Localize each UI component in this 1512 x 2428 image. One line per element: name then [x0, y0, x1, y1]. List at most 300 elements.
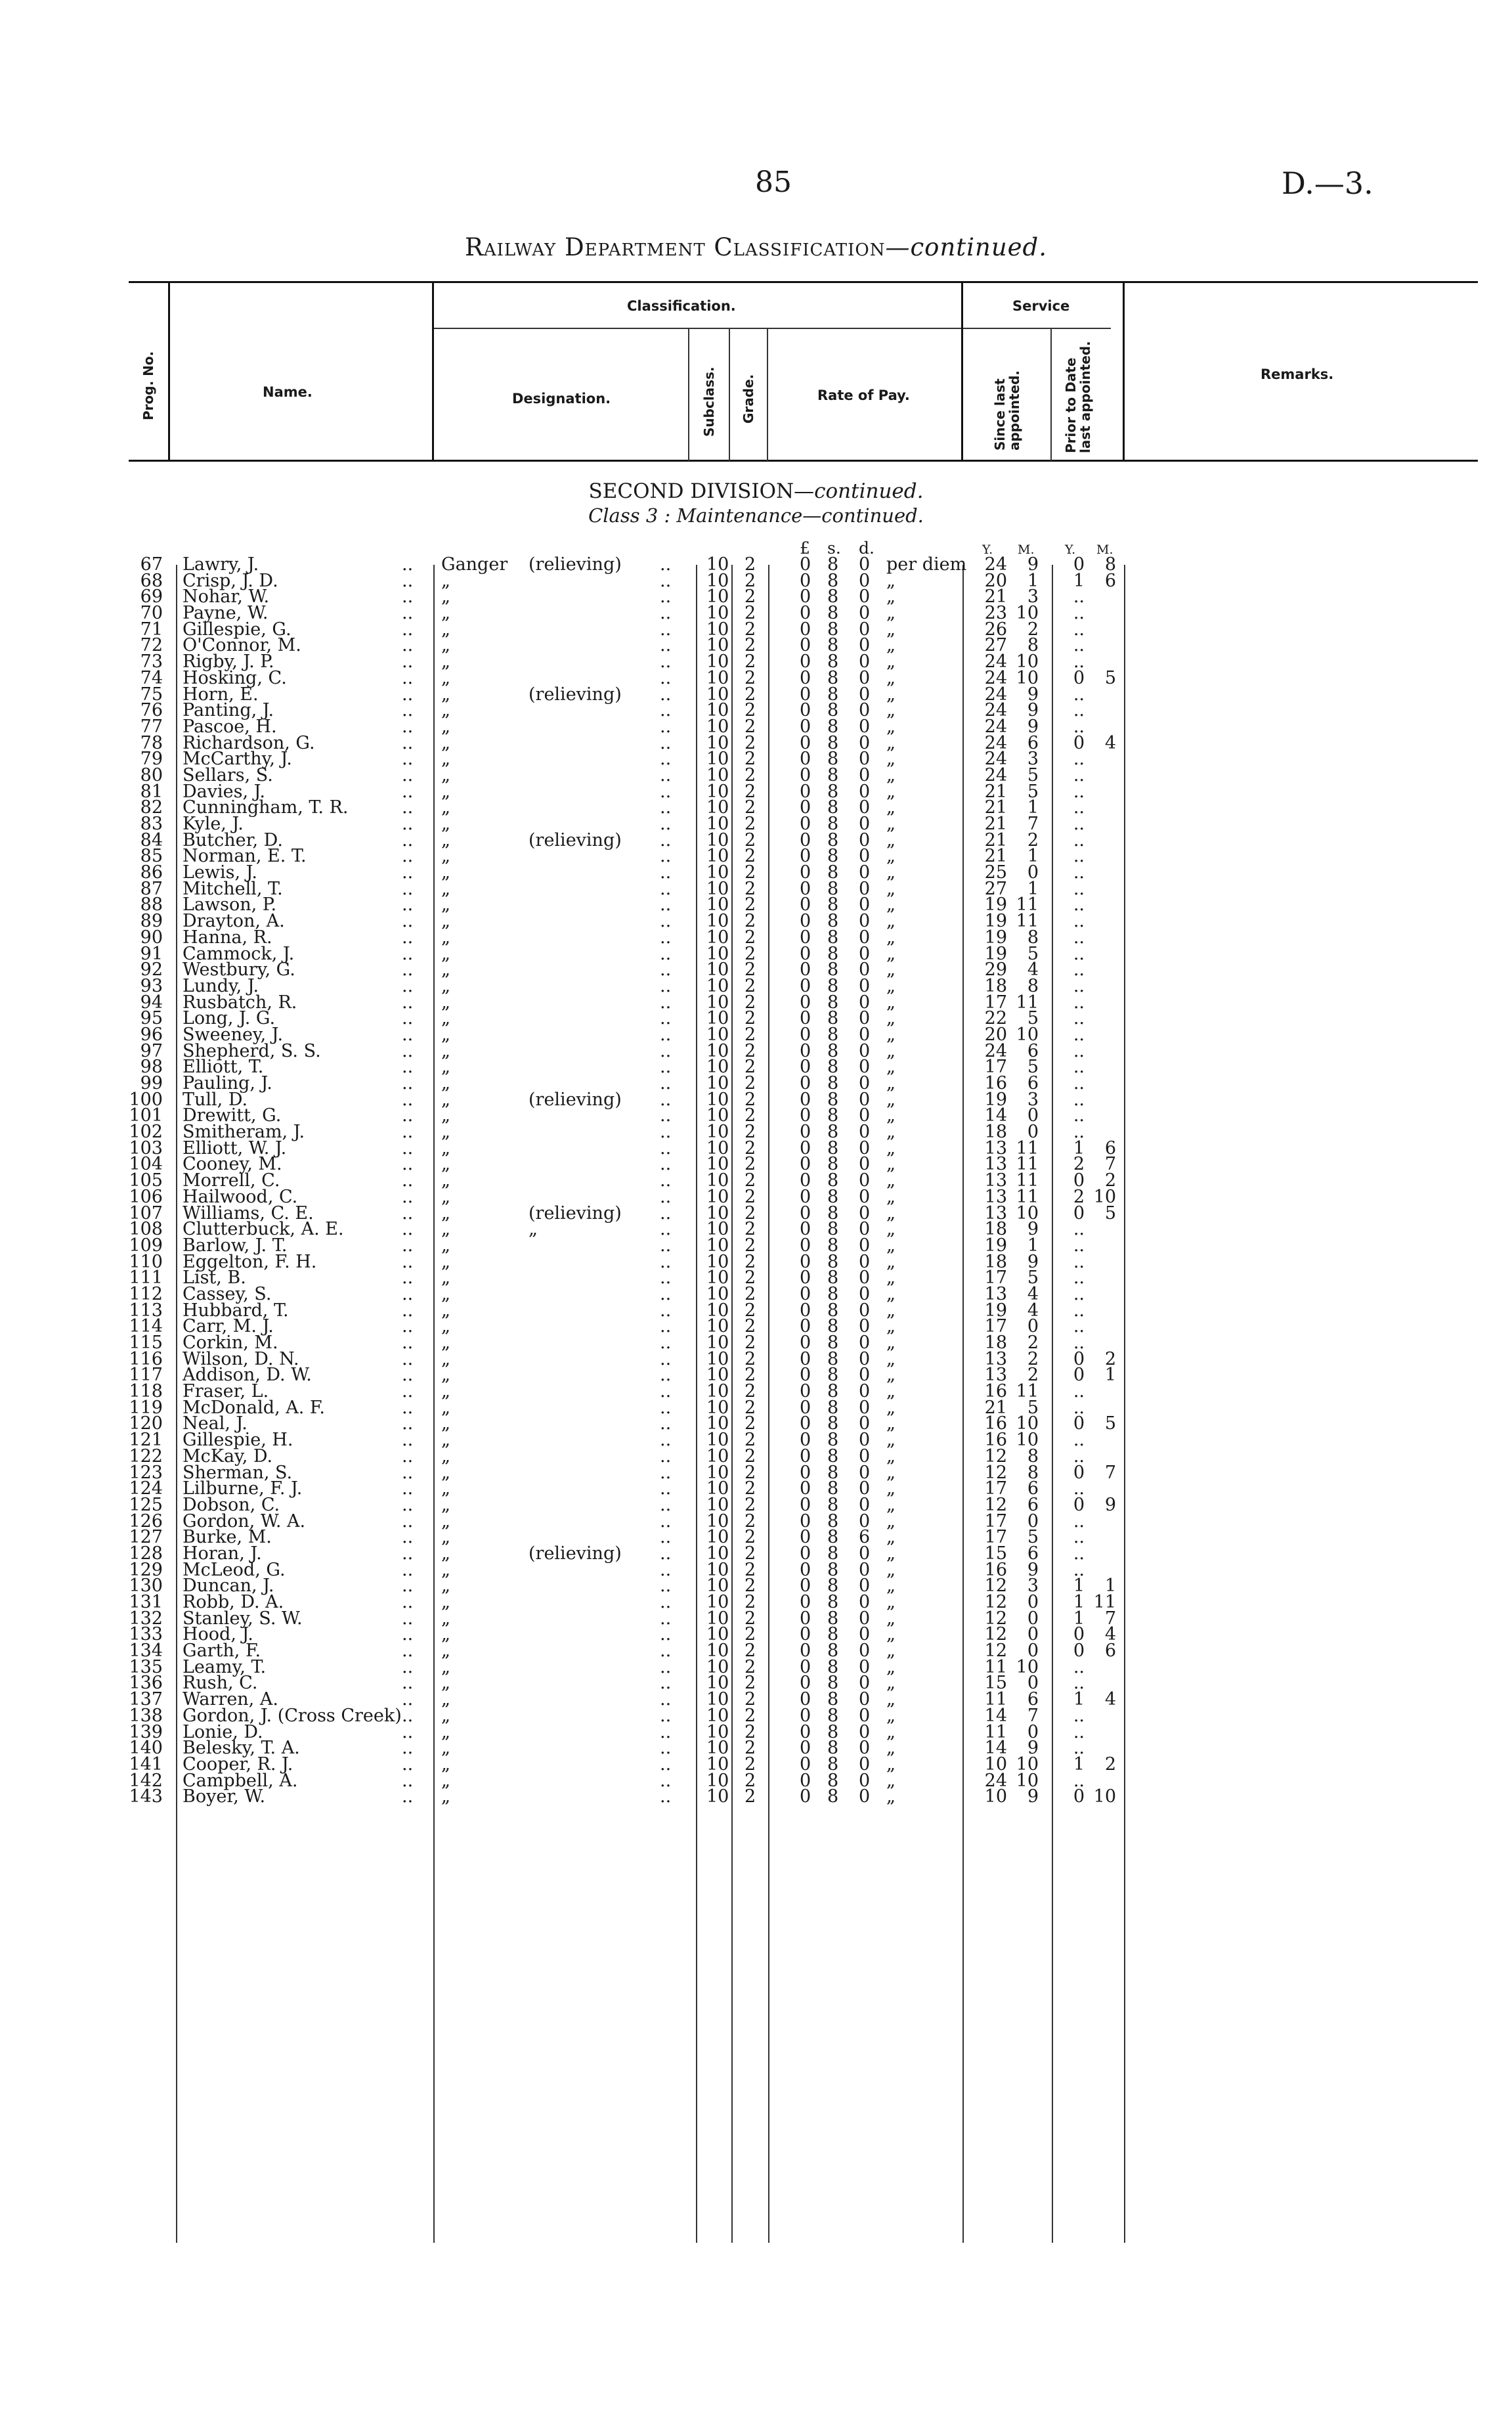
- row-pounds: 0: [800, 960, 811, 981]
- leader-dots: ..: [660, 1300, 672, 1321]
- row-number: 81: [140, 781, 163, 802]
- row-pence: 0: [859, 1770, 871, 1791]
- row-prior-years: 1: [1073, 1592, 1085, 1612]
- row-pence: 0: [859, 1057, 871, 1078]
- row-since-years: 22: [984, 1008, 1007, 1029]
- row-pounds: 0: [800, 814, 811, 834]
- header-name: Name.: [263, 384, 313, 400]
- row-number: 72: [140, 635, 163, 656]
- row-name: Sellars, S.: [183, 764, 273, 785]
- row-since-months: 9: [1027, 554, 1039, 575]
- row-number: 130: [129, 1576, 163, 1597]
- row-designation: „: [441, 1786, 450, 1807]
- row-designation: „: [441, 1186, 450, 1207]
- row-since-months: 11: [1016, 1154, 1039, 1175]
- row-shillings: 8: [827, 1430, 839, 1451]
- row-designation: „: [441, 814, 450, 834]
- row-subclass: 10: [706, 862, 729, 883]
- leader-dots: ..: [402, 667, 414, 688]
- row-name: Lawson, P.: [183, 894, 277, 916]
- row-designation: „: [441, 1203, 450, 1224]
- row-per: „: [886, 1462, 896, 1483]
- row-grade: 2: [745, 1008, 756, 1029]
- row-since-months: 7: [1027, 1705, 1039, 1726]
- row-number: 114: [129, 1316, 163, 1337]
- leader-dots: ..: [660, 1478, 672, 1499]
- row-pence: 0: [859, 1446, 871, 1467]
- unit-shillings: s.: [827, 539, 841, 558]
- row-number: 110: [129, 1251, 163, 1272]
- row-shillings: 8: [827, 619, 839, 640]
- row-pence: 0: [859, 1397, 871, 1418]
- row-per: „: [886, 1365, 896, 1386]
- row-shillings: 8: [827, 1024, 839, 1045]
- leader-dots: ..: [660, 1576, 672, 1597]
- row-pounds: 0: [800, 700, 811, 721]
- row-prior-years: ..: [1073, 1105, 1085, 1126]
- row-designation: „: [441, 651, 450, 673]
- row-pence: 0: [859, 684, 871, 705]
- row-name: Elliott, W. J.: [183, 1137, 287, 1159]
- row-prior-years: 0: [1073, 667, 1085, 688]
- row-shillings: 8: [827, 1576, 839, 1597]
- unit-years-prior: Y.: [1065, 542, 1076, 557]
- row-pence: 0: [859, 829, 871, 850]
- row-pounds: 0: [800, 1543, 811, 1564]
- row-prior-years: ..: [1073, 635, 1085, 656]
- row-name: Williams, C. E.: [183, 1203, 314, 1224]
- row-subclass: 10: [706, 1203, 729, 1224]
- row-since-months: 5: [1027, 1397, 1039, 1418]
- row-designation: „: [441, 716, 450, 737]
- row-per: „: [886, 829, 896, 850]
- row-pence: 0: [859, 1576, 871, 1597]
- row-prior-years: ..: [1073, 1673, 1085, 1694]
- row-since-months: 6: [1027, 732, 1039, 753]
- row-prior-years: 1: [1073, 1689, 1085, 1710]
- row-subclass: 10: [706, 1024, 729, 1045]
- leader-dots: ..: [660, 1705, 672, 1726]
- row-prior-years: ..: [1073, 1316, 1085, 1337]
- row-subclass: 10: [706, 1527, 729, 1548]
- row-shillings: 8: [827, 1283, 839, 1304]
- row-pounds: 0: [800, 1073, 811, 1093]
- row-since-months: 8: [1027, 1446, 1039, 1467]
- row-designation: „: [441, 1494, 450, 1515]
- row-pence: 0: [859, 943, 871, 964]
- unit-years-since: Y.: [982, 542, 993, 557]
- row-number: 124: [129, 1478, 163, 1499]
- leader-dots: ..: [660, 684, 672, 705]
- row-grade: 2: [745, 894, 756, 916]
- row-since-months: 3: [1027, 1576, 1039, 1597]
- row-since-months: 6: [1027, 1073, 1039, 1093]
- row-prior-years: ..: [1073, 814, 1085, 834]
- row-since-years: 21: [984, 586, 1007, 607]
- leader-dots: ..: [660, 619, 672, 640]
- row-grade: 2: [745, 1105, 756, 1126]
- header-service: Service: [1012, 298, 1070, 314]
- row-pounds: 0: [800, 1770, 811, 1791]
- row-name: Hubbard, T.: [183, 1300, 289, 1321]
- row-prior-years: ..: [1073, 1656, 1085, 1677]
- row-grade: 2: [745, 878, 756, 899]
- row-grade: 2: [745, 1721, 756, 1742]
- row-subclass: 10: [706, 749, 729, 770]
- row-number: 94: [140, 992, 163, 1013]
- row-subclass: 10: [706, 1235, 729, 1256]
- leader-dots: ..: [660, 1608, 672, 1629]
- leader-dots: ..: [402, 1333, 414, 1353]
- row-name: Duncan, J.: [183, 1576, 274, 1597]
- leader-dots: ..: [402, 1462, 414, 1483]
- row-subclass: 10: [706, 1397, 729, 1418]
- row-grade: 2: [745, 1430, 756, 1451]
- leader-dots: ..: [660, 1040, 672, 1061]
- row-grade: 2: [745, 684, 756, 705]
- row-subclass: 10: [706, 1219, 729, 1240]
- row-designation: „: [441, 1316, 450, 1337]
- leader-dots: ..: [402, 1154, 414, 1175]
- row-shillings: 8: [827, 1543, 839, 1564]
- row-per: „: [886, 1186, 896, 1207]
- row-prior-years: ..: [1073, 1446, 1085, 1467]
- row-designation-note: (relieving): [529, 684, 622, 705]
- row-number: 71: [140, 619, 163, 640]
- row-since-years: 20: [984, 570, 1007, 591]
- row-name: Butcher, D.: [183, 829, 283, 850]
- row-since-years: 12: [984, 1592, 1007, 1612]
- row-since-months: 4: [1027, 1283, 1039, 1304]
- row-number: 142: [129, 1770, 163, 1791]
- row-per: „: [886, 992, 896, 1013]
- leader-dots: ..: [660, 1024, 672, 1045]
- header-prog-no: Prog. No.: [140, 351, 156, 420]
- row-grade: 2: [745, 1462, 756, 1483]
- row-subclass: 10: [706, 635, 729, 656]
- row-per: „: [886, 1219, 896, 1240]
- row-pence: 0: [859, 1203, 871, 1224]
- row-subclass: 10: [706, 732, 729, 753]
- row-pounds: 0: [800, 1527, 811, 1548]
- row-pence: 0: [859, 1137, 871, 1159]
- row-shillings: 8: [827, 1122, 839, 1143]
- row-designation: „: [441, 797, 450, 818]
- row-pounds: 0: [800, 1040, 811, 1061]
- row-subclass: 10: [706, 960, 729, 981]
- row-per: „: [886, 1511, 896, 1532]
- row-pounds: 0: [800, 1397, 811, 1418]
- row-name: Drewitt, G.: [183, 1105, 282, 1126]
- row-pence: 0: [859, 1673, 871, 1694]
- leader-dots: ..: [402, 635, 414, 656]
- staff-table: [0, 554, 1512, 1807]
- row-since-years: 24: [984, 651, 1007, 673]
- row-since-months: 0: [1027, 1511, 1039, 1532]
- row-number: 97: [140, 1040, 163, 1061]
- row-pounds: 0: [800, 1559, 811, 1580]
- header-divider: [1050, 328, 1052, 461]
- row-since-years: 24: [984, 764, 1007, 785]
- row-name: Eggelton, F. H.: [183, 1251, 317, 1272]
- row-number: 123: [129, 1462, 163, 1483]
- row-subclass: 10: [706, 1105, 729, 1126]
- row-grade: 2: [745, 1268, 756, 1289]
- row-since-years: 23: [984, 603, 1007, 624]
- row-pence: 0: [859, 1251, 871, 1272]
- leader-dots: ..: [660, 781, 672, 802]
- row-shillings: 8: [827, 911, 839, 932]
- row-shillings: 8: [827, 1413, 839, 1434]
- row-name: Elliott, T.: [183, 1057, 264, 1078]
- row-designation: „: [441, 1446, 450, 1467]
- leader-dots: ..: [660, 1754, 672, 1775]
- row-name: Lonie, D.: [183, 1721, 263, 1742]
- leader-dots: ..: [402, 570, 414, 591]
- row-grade: 2: [745, 829, 756, 850]
- row-number: 118: [129, 1381, 163, 1402]
- row-name: Mitchell, T.: [183, 878, 283, 899]
- row-grade: 2: [745, 554, 756, 575]
- row-prior-months: 9: [1104, 1494, 1116, 1515]
- row-pence: 6: [859, 1527, 871, 1548]
- row-number: 82: [140, 797, 163, 818]
- row-grade: 2: [745, 1154, 756, 1175]
- row-since-months: 10: [1016, 1203, 1039, 1224]
- row-subclass: 10: [706, 1462, 729, 1483]
- row-prior-years: 0: [1073, 1641, 1085, 1662]
- row-subclass: 10: [706, 554, 729, 575]
- row-since-months: 11: [1016, 894, 1039, 916]
- leader-dots: ..: [402, 1365, 414, 1386]
- row-pence: 0: [859, 1624, 871, 1645]
- row-shillings: 8: [827, 1624, 839, 1645]
- row-pounds: 0: [800, 1283, 811, 1304]
- leader-dots: ..: [660, 1786, 672, 1807]
- leader-dots: ..: [660, 1251, 672, 1272]
- row-per: „: [886, 749, 896, 770]
- row-prior-years: ..: [1073, 829, 1085, 850]
- row-since-years: 11: [984, 1656, 1007, 1677]
- header-divider: [961, 281, 963, 461]
- row-subclass: 10: [706, 975, 729, 996]
- leader-dots: ..: [402, 1137, 414, 1159]
- leader-dots: ..: [660, 1689, 672, 1710]
- row-prior-years: ..: [1073, 1300, 1085, 1321]
- row-pounds: 0: [800, 1462, 811, 1483]
- row-subclass: 10: [706, 1186, 729, 1207]
- row-pounds: 0: [800, 894, 811, 916]
- row-pounds: 0: [800, 1268, 811, 1289]
- leader-dots: ..: [660, 992, 672, 1013]
- row-name: Pascoe, H.: [183, 716, 277, 737]
- row-number: 136: [129, 1673, 163, 1694]
- row-designation: „: [441, 586, 450, 607]
- row-number: 74: [140, 667, 163, 688]
- row-name: Lilburne, F. J.: [183, 1478, 303, 1499]
- row-shillings: 8: [827, 749, 839, 770]
- leader-dots: ..: [402, 1073, 414, 1093]
- row-since-months: 9: [1027, 684, 1039, 705]
- leader-dots: ..: [660, 1089, 672, 1110]
- row-since-months: 9: [1027, 1738, 1039, 1759]
- row-prior-years: ..: [1073, 1559, 1085, 1580]
- header-designation: Designation.: [512, 391, 611, 407]
- row-name: Horn, E.: [183, 684, 259, 705]
- row-per: „: [886, 1689, 896, 1710]
- row-since-months: 6: [1027, 1040, 1039, 1061]
- leader-dots: ..: [660, 943, 672, 964]
- row-since-months: 2: [1027, 829, 1039, 850]
- leader-dots: ..: [402, 1770, 414, 1791]
- leader-dots: ..: [660, 1154, 672, 1175]
- leader-dots: ..: [402, 1543, 414, 1564]
- row-grade: 2: [745, 716, 756, 737]
- row-designation: „: [441, 1154, 450, 1175]
- row-since-months: 0: [1027, 1641, 1039, 1662]
- row-name: Cassey, S.: [183, 1283, 272, 1304]
- row-since-months: 8: [1027, 635, 1039, 656]
- row-designation: „: [441, 829, 450, 850]
- leader-dots: ..: [402, 749, 414, 770]
- row-since-years: 18: [984, 1219, 1007, 1240]
- row-pounds: 0: [800, 1024, 811, 1045]
- row-name: Stanley, S. W.: [183, 1608, 303, 1629]
- row-pence: 0: [859, 1413, 871, 1434]
- row-shillings: 8: [827, 1770, 839, 1791]
- row-pence: 0: [859, 1656, 871, 1677]
- row-designation: „: [441, 1381, 450, 1402]
- row-since-months: 5: [1027, 1057, 1039, 1078]
- row-pence: 0: [859, 975, 871, 996]
- leader-dots: ..: [660, 1413, 672, 1434]
- row-prior-months: 7: [1104, 1154, 1116, 1175]
- row-since-years: 13: [984, 1348, 1007, 1369]
- row-shillings: 8: [827, 1348, 839, 1369]
- row-subclass: 10: [706, 1543, 729, 1564]
- leader-dots: ..: [402, 1527, 414, 1548]
- page-title: [0, 233, 1512, 261]
- row-subclass: 10: [706, 1300, 729, 1321]
- row-prior-years: ..: [1073, 1721, 1085, 1742]
- row-grade: 2: [745, 1624, 756, 1645]
- row-shillings: 8: [827, 927, 839, 948]
- row-number: 143: [129, 1786, 163, 1807]
- leader-dots: ..: [660, 1381, 672, 1402]
- row-since-years: 12: [984, 1608, 1007, 1629]
- row-grade: 2: [745, 1770, 756, 1791]
- row-prior-years: ..: [1073, 878, 1085, 899]
- row-per: „: [886, 1170, 896, 1191]
- row-grade: 2: [745, 1446, 756, 1467]
- row-prior-years: ..: [1073, 1219, 1085, 1240]
- leader-dots: ..: [402, 781, 414, 802]
- row-number: 98: [140, 1057, 163, 1078]
- row-since-years: 16: [984, 1381, 1007, 1402]
- leader-dots: ..: [402, 878, 414, 899]
- leader-dots: ..: [402, 1478, 414, 1499]
- row-prior-years: ..: [1073, 700, 1085, 721]
- row-shillings: 8: [827, 1219, 839, 1240]
- leader-dots: ..: [660, 1721, 672, 1742]
- row-number: 83: [140, 814, 163, 834]
- row-designation: „: [441, 732, 450, 753]
- division-text: SECOND DIVISION—: [588, 479, 815, 503]
- row-prior-months: 7: [1104, 1462, 1116, 1483]
- leader-dots: ..: [660, 1105, 672, 1126]
- row-prior-months: 10: [1093, 1786, 1116, 1807]
- row-name: Richardson, G.: [183, 732, 315, 753]
- row-name: Sweeney, J.: [183, 1024, 284, 1045]
- row-subclass: 10: [706, 1122, 729, 1143]
- row-shillings: 8: [827, 1689, 839, 1710]
- row-prior-years: 0: [1073, 1786, 1085, 1807]
- row-grade: 2: [745, 570, 756, 591]
- row-grade: 2: [745, 1300, 756, 1321]
- leader-dots: ..: [402, 586, 414, 607]
- row-per: „: [886, 943, 896, 964]
- row-pence: 0: [859, 1365, 871, 1386]
- row-name: Belesky, T. A.: [183, 1738, 300, 1759]
- row-grade: 2: [745, 667, 756, 688]
- row-grade: 2: [745, 1333, 756, 1353]
- row-per: „: [886, 1559, 896, 1580]
- header-divider: [729, 328, 730, 461]
- row-since-years: 16: [984, 1413, 1007, 1434]
- row-shillings: 8: [827, 1786, 839, 1807]
- row-grade: 2: [745, 1592, 756, 1612]
- leader-dots: ..: [660, 635, 672, 656]
- row-number: 127: [129, 1527, 163, 1548]
- row-prior-years: 0: [1073, 1462, 1085, 1483]
- leader-dots: ..: [402, 1105, 414, 1126]
- row-name: Carr, M. J.: [183, 1316, 274, 1337]
- leader-dots: ..: [660, 1673, 672, 1694]
- leader-dots: ..: [402, 846, 414, 867]
- row-prior-years: 1: [1073, 1754, 1085, 1775]
- row-pence: 0: [859, 911, 871, 932]
- row-pounds: 0: [800, 1203, 811, 1224]
- row-since-months: 11: [1016, 992, 1039, 1013]
- row-since-years: 24: [984, 716, 1007, 737]
- row-shillings: 8: [827, 570, 839, 591]
- row-per: „: [886, 635, 896, 656]
- row-number: 140: [129, 1738, 163, 1759]
- row-pence: 0: [859, 1268, 871, 1289]
- row-prior-years: ..: [1073, 586, 1085, 607]
- row-pounds: 0: [800, 749, 811, 770]
- row-name: Drayton, A.: [183, 911, 285, 932]
- row-shillings: 8: [827, 1316, 839, 1337]
- row-designation: „: [441, 1283, 450, 1304]
- row-pounds: 0: [800, 797, 811, 818]
- row-subclass: 10: [706, 911, 729, 932]
- row-pence: 0: [859, 586, 871, 607]
- row-since-months: 10: [1016, 1430, 1039, 1451]
- row-prior-months: 7: [1104, 1608, 1116, 1629]
- row-since-months: 10: [1016, 1413, 1039, 1434]
- row-since-months: 2: [1027, 1365, 1039, 1386]
- row-since-years: 13: [984, 1154, 1007, 1175]
- row-since-years: 17: [984, 1478, 1007, 1499]
- leader-dots: ..: [660, 570, 672, 591]
- row-number: 117: [129, 1365, 163, 1386]
- row-subclass: 10: [706, 1413, 729, 1434]
- row-grade: 2: [745, 1494, 756, 1515]
- leader-dots: ..: [660, 1122, 672, 1143]
- row-shillings: 8: [827, 1559, 839, 1580]
- leader-dots: ..: [402, 1786, 414, 1807]
